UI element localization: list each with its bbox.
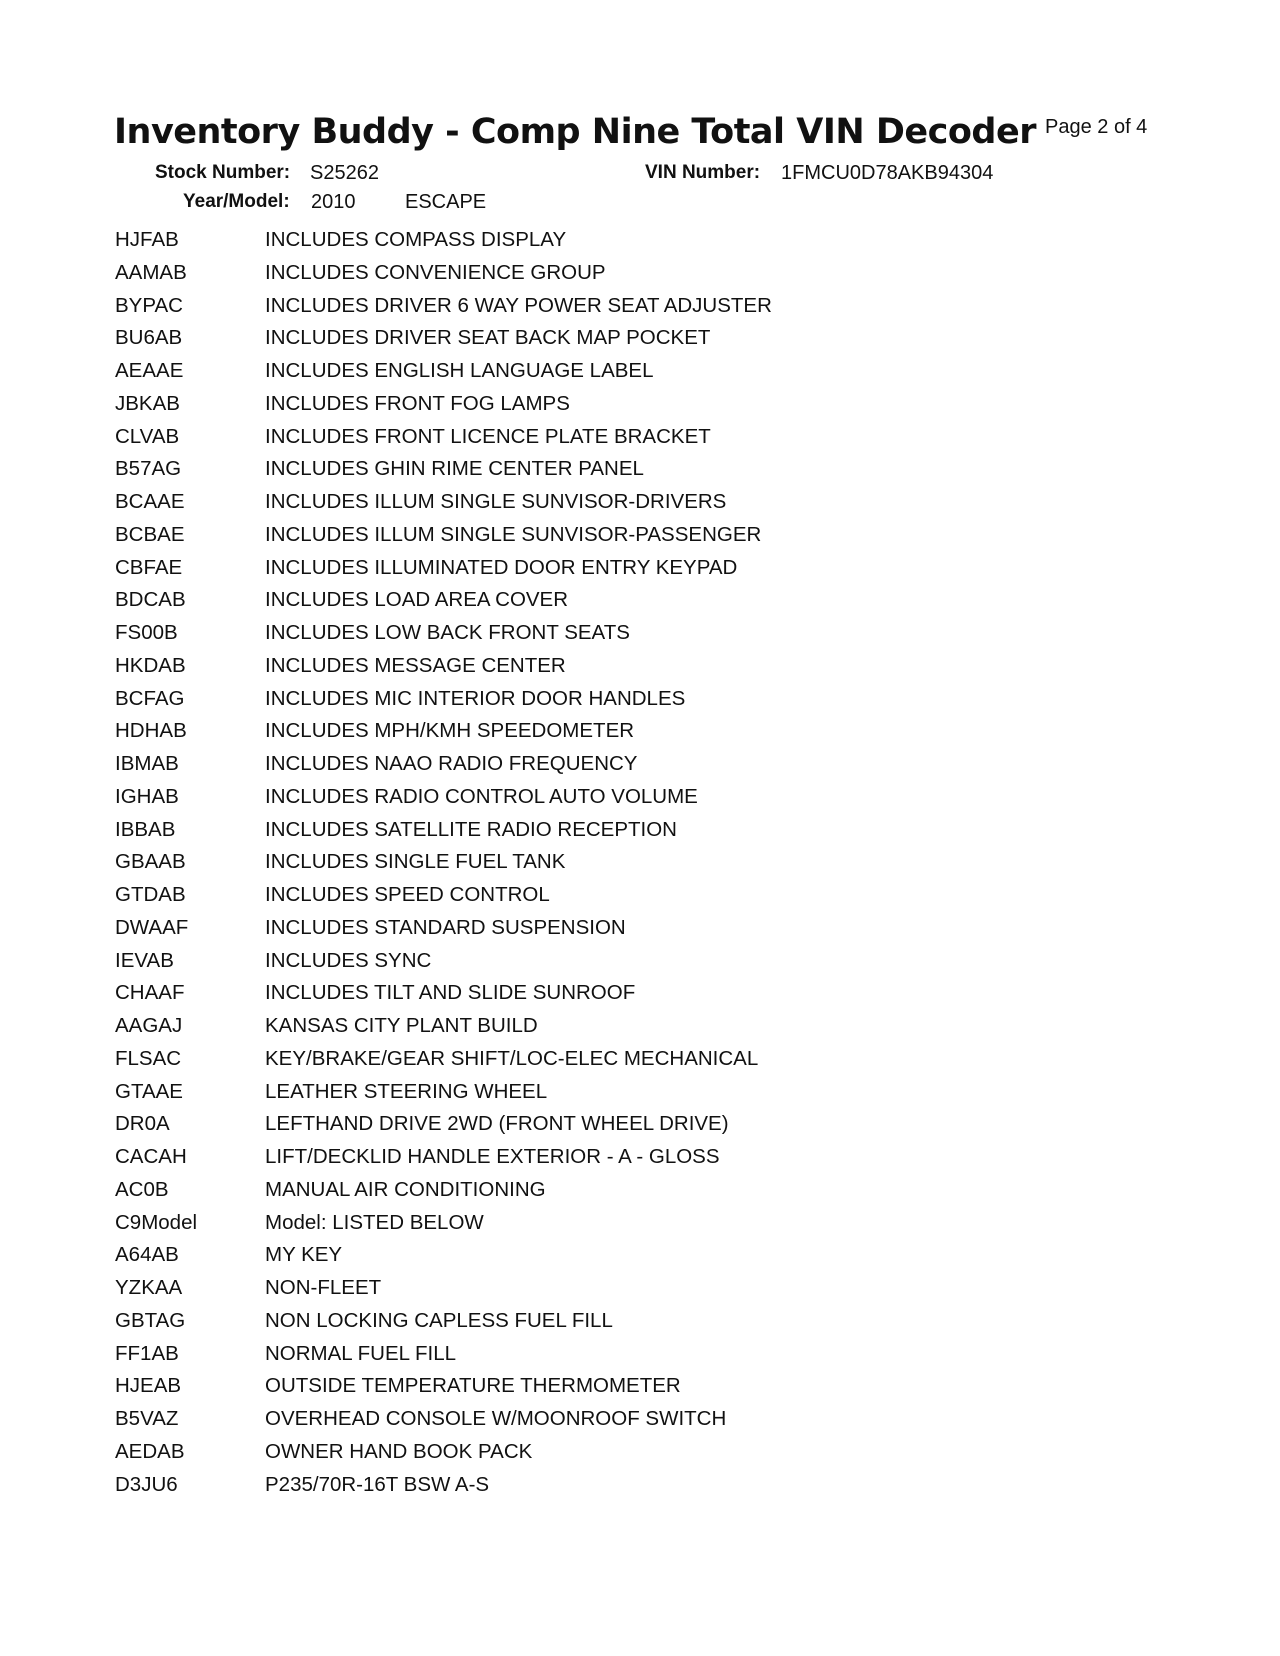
option-code: AEDAB bbox=[115, 1439, 185, 1463]
option-code: DWAAF bbox=[115, 915, 189, 939]
list-item bbox=[115, 1112, 772, 1145]
option-code: BYPAC bbox=[115, 293, 183, 317]
option-description: KANSAS CITY PLANT BUILD bbox=[265, 1014, 538, 1037]
stock-number-value: S25262 bbox=[310, 162, 379, 184]
option-description: NON LOCKING CAPLESS FUEL FILL bbox=[265, 1308, 613, 1332]
option-code: BDCAB bbox=[115, 588, 186, 612]
page-number: Page 2 of 4 bbox=[1045, 116, 1148, 138]
option-code: HKDAB bbox=[115, 653, 186, 677]
option-code: B57AG bbox=[115, 457, 182, 481]
option-code: IEVAB bbox=[115, 948, 174, 972]
option-code: FF1AB bbox=[115, 1341, 179, 1365]
stock-number-label: Stock Number: bbox=[155, 162, 291, 183]
option-code: C9Model bbox=[115, 1210, 198, 1234]
option-code: FLSAC bbox=[115, 1046, 182, 1070]
option-code: CACAH bbox=[115, 1145, 187, 1168]
list-item bbox=[115, 228, 772, 261]
option-description: LEATHER STEERING WHEEL bbox=[265, 1079, 548, 1103]
list-item bbox=[115, 752, 772, 785]
option-code: IBMAB bbox=[115, 752, 179, 775]
list-item bbox=[115, 818, 772, 851]
list-item bbox=[115, 523, 772, 556]
option-code: BU6AB bbox=[115, 326, 183, 350]
option-code: BCAAE bbox=[115, 490, 185, 513]
option-code: GTDAB bbox=[115, 883, 186, 906]
option-description: MY KEY bbox=[265, 1243, 343, 1267]
list-item bbox=[115, 850, 772, 883]
option-code: D3JU6 bbox=[115, 1472, 178, 1496]
option-description: INCLUDES LOW BACK FRONT SEATS bbox=[265, 621, 630, 644]
option-code-list bbox=[115, 228, 772, 1505]
option-description: KEY/BRAKE/GEAR SHIFT/LOC-ELEC MECHANICAL bbox=[265, 1046, 759, 1070]
list-item bbox=[115, 425, 772, 458]
list-item bbox=[115, 588, 772, 621]
option-code: CHAAF bbox=[115, 981, 185, 1005]
option-description: LIFT/DECKLID HANDLE EXTERIOR - A - GLOSS bbox=[265, 1145, 720, 1168]
list-item bbox=[115, 1243, 772, 1276]
list-item bbox=[115, 1211, 772, 1244]
option-code: CBFAE bbox=[115, 555, 183, 579]
option-description: INCLUDES FRONT LICENCE PLATE BRACKET bbox=[265, 424, 711, 448]
list-item bbox=[115, 326, 772, 359]
option-description: INCLUDES MPH/KMH SPEEDOMETER bbox=[265, 719, 635, 743]
option-code: YZKAA bbox=[115, 1276, 183, 1299]
option-description: INCLUDES DRIVER SEAT BACK MAP POCKET bbox=[265, 326, 711, 350]
list-item bbox=[115, 1440, 772, 1473]
list-item bbox=[115, 261, 772, 294]
list-item bbox=[115, 981, 772, 1014]
option-code: DR0A bbox=[115, 1112, 170, 1136]
list-item bbox=[115, 654, 772, 687]
list-item bbox=[115, 1276, 772, 1309]
option-description: INCLUDES SINGLE FUEL TANK bbox=[265, 850, 566, 874]
list-item bbox=[115, 621, 772, 654]
option-code: HJEAB bbox=[115, 1374, 182, 1398]
option-description: INCLUDES MESSAGE CENTER bbox=[265, 653, 566, 677]
list-item bbox=[115, 949, 772, 982]
option-code: IGHAB bbox=[115, 784, 179, 808]
option-description: NORMAL FUEL FILL bbox=[265, 1341, 456, 1365]
option-code: AC0B bbox=[115, 1177, 169, 1201]
option-description: NON-FLEET bbox=[265, 1276, 382, 1299]
vin-number-label: VIN Number: bbox=[645, 162, 761, 183]
list-item bbox=[115, 1145, 772, 1178]
list-item bbox=[115, 1014, 772, 1047]
option-description: MANUAL AIR CONDITIONING bbox=[265, 1177, 546, 1201]
option-code: GBAAB bbox=[115, 850, 186, 874]
list-item bbox=[115, 1309, 772, 1342]
option-code: FS00B bbox=[115, 621, 178, 644]
option-description: OWNER HAND BOOK PACK bbox=[265, 1439, 533, 1463]
list-item bbox=[115, 294, 772, 327]
year-model-label: Year/Model: bbox=[183, 191, 290, 212]
list-item bbox=[115, 392, 772, 425]
option-description: INCLUDES DRIVER 6 WAY POWER SEAT ADJUSTER bbox=[265, 293, 772, 317]
list-item bbox=[115, 1080, 772, 1113]
option-description: INCLUDES ILLUM SINGLE SUNVISOR-PASSENGER bbox=[265, 522, 762, 546]
option-description: INCLUDES RADIO CONTROL AUTO VOLUME bbox=[265, 784, 698, 808]
list-item bbox=[115, 1473, 772, 1506]
list-item bbox=[115, 1342, 772, 1375]
option-description: INCLUDES ILLUMINATED DOOR ENTRY KEYPAD bbox=[265, 555, 738, 579]
list-item bbox=[115, 457, 772, 490]
option-description: OVERHEAD CONSOLE W/MOONROOF SWITCH bbox=[265, 1407, 727, 1430]
list-item bbox=[115, 916, 772, 949]
option-description: INCLUDES SATELLITE RADIO RECEPTION bbox=[265, 817, 677, 841]
option-code: IBBAB bbox=[115, 817, 176, 841]
option-description: INCLUDES STANDARD SUSPENSION bbox=[265, 915, 626, 939]
option-description: Model: LISTED BELOW bbox=[265, 1210, 484, 1234]
option-code: B5VAZ bbox=[115, 1407, 179, 1430]
option-description: INCLUDES GHIN RIME CENTER PANEL bbox=[265, 457, 644, 481]
list-item bbox=[115, 1047, 772, 1080]
option-code: GBTAG bbox=[115, 1308, 186, 1332]
option-description: LEFTHAND DRIVE 2WD (FRONT WHEEL DRIVE) bbox=[265, 1112, 729, 1136]
option-description: INCLUDES ENGLISH LANGUAGE LABEL bbox=[265, 359, 654, 382]
option-code: AEAAE bbox=[115, 359, 184, 382]
option-description: INCLUDES SYNC bbox=[265, 948, 432, 972]
option-code: GTAAE bbox=[115, 1079, 183, 1103]
option-description: P235/70R-16T BSW A-S bbox=[265, 1472, 490, 1496]
year-value: 2010 bbox=[311, 191, 356, 213]
list-item bbox=[115, 1374, 772, 1407]
option-description: INCLUDES MIC INTERIOR DOOR HANDLES bbox=[265, 686, 686, 710]
option-description: INCLUDES NAAO RADIO FREQUENCY bbox=[265, 752, 638, 775]
list-item bbox=[115, 883, 772, 916]
list-item bbox=[115, 556, 772, 589]
list-item bbox=[115, 785, 772, 818]
option-code: AAGAJ bbox=[115, 1014, 183, 1037]
option-description: INCLUDES SPEED CONTROL bbox=[265, 883, 550, 906]
option-description: INCLUDES COMPASS DISPLAY bbox=[265, 228, 567, 251]
option-code: BCFAG bbox=[115, 686, 185, 710]
option-code: CLVAB bbox=[115, 424, 180, 448]
option-code: HJFAB bbox=[115, 228, 179, 251]
list-item bbox=[115, 359, 772, 392]
option-description: INCLUDES ILLUM SINGLE SUNVISOR-DRIVERS bbox=[265, 490, 727, 513]
option-code: AAMAB bbox=[115, 260, 187, 284]
option-description: INCLUDES TILT AND SLIDE SUNROOF bbox=[265, 981, 636, 1005]
vin-number-value: 1FMCU0D78AKB94304 bbox=[781, 162, 994, 184]
option-description: INCLUDES CONVENIENCE GROUP bbox=[265, 260, 606, 284]
option-description: OUTSIDE TEMPERATURE THERMOMETER bbox=[265, 1374, 681, 1398]
list-item bbox=[115, 719, 772, 752]
list-item bbox=[115, 1178, 772, 1211]
model-value: ESCAPE bbox=[405, 191, 487, 213]
option-code: A64AB bbox=[115, 1243, 179, 1267]
option-description: INCLUDES LOAD AREA COVER bbox=[265, 588, 569, 612]
list-item bbox=[115, 490, 772, 523]
list-item bbox=[115, 687, 772, 720]
option-code: BCBAE bbox=[115, 522, 185, 546]
option-code: HDHAB bbox=[115, 719, 187, 743]
document-title: Inventory Buddy - Comp Nine Total VIN Decoder bbox=[114, 112, 1036, 152]
list-item bbox=[115, 1407, 772, 1440]
option-code: JBKAB bbox=[115, 391, 180, 415]
option-description: INCLUDES FRONT FOG LAMPS bbox=[265, 391, 570, 415]
